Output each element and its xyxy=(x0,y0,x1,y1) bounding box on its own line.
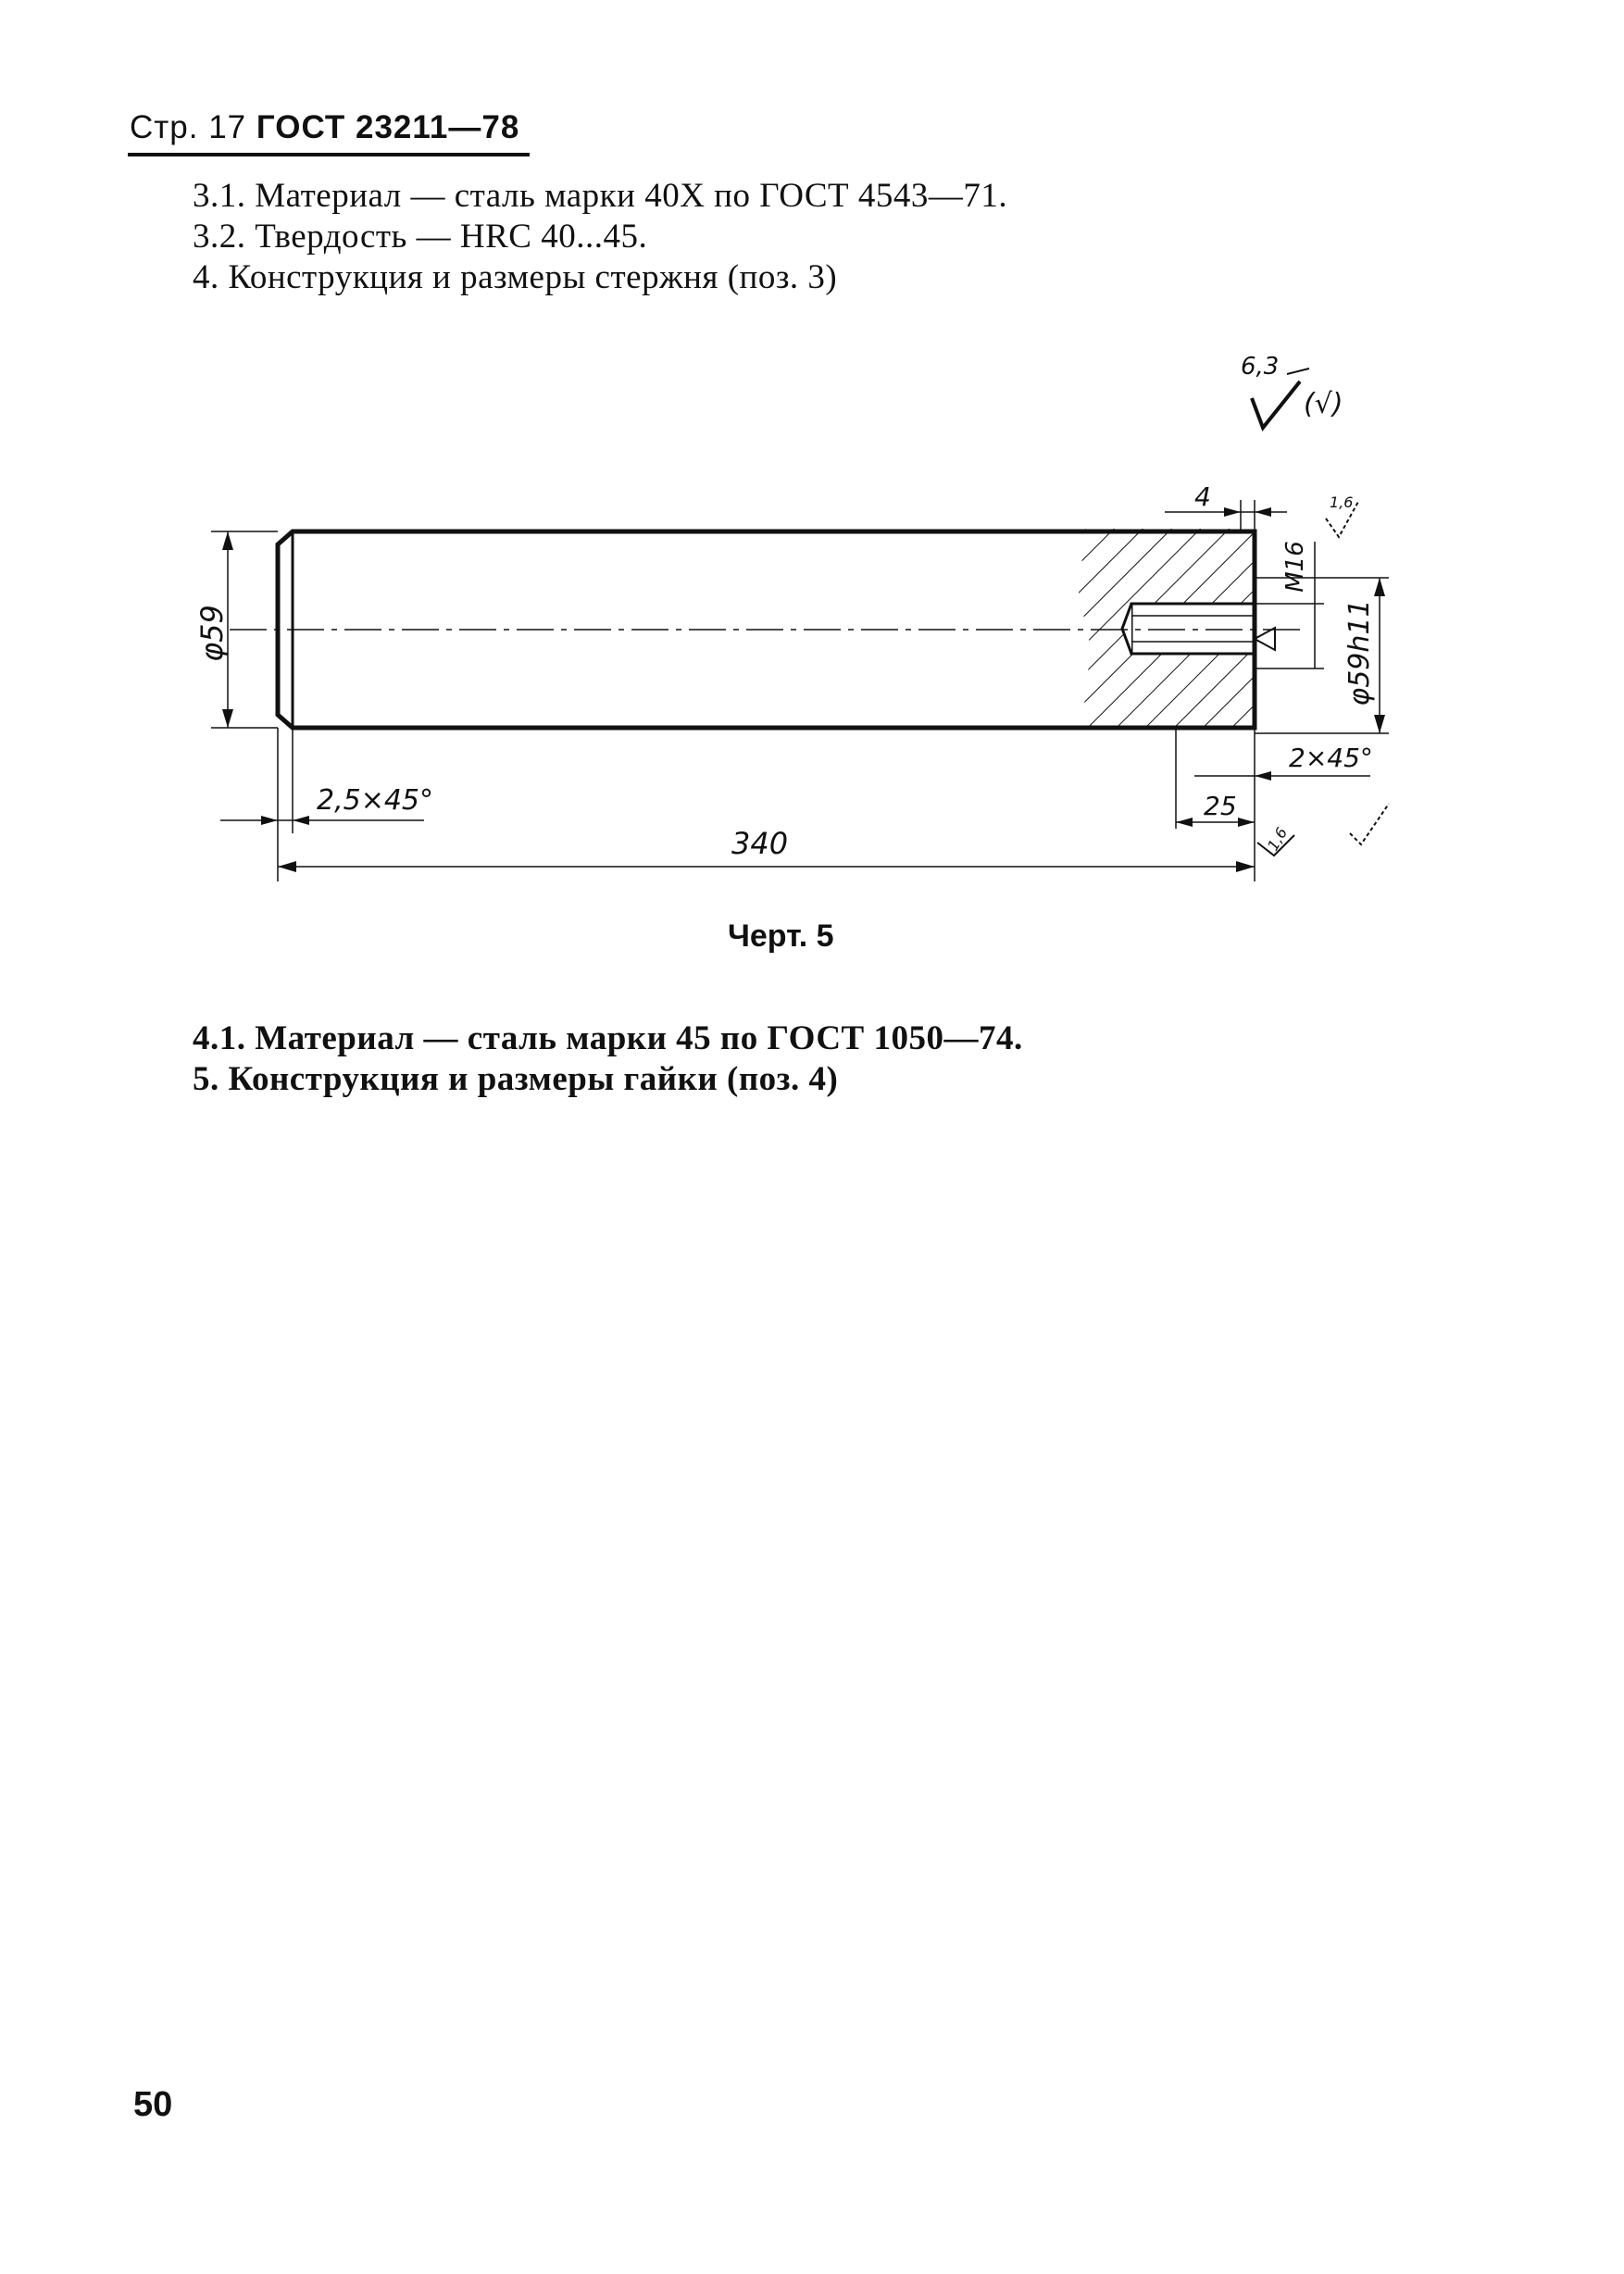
clause-3-1: 3.1. Материал — сталь марки 40X по ГОСТ 4543—71. xyxy=(193,177,1008,215)
dim-diameter-right: φ59h11 xyxy=(1343,599,1376,706)
threaded-hole xyxy=(1131,604,1255,654)
clause-3-2: 3.2. Твердость — HRC 40...45. xyxy=(193,218,648,256)
header-page-ref: Стр. 17 xyxy=(130,109,247,145)
svg-text:1,6: 1,6 xyxy=(1264,824,1292,854)
header-standard: ГОСТ 23211—78 xyxy=(256,109,520,145)
dim-chamfer-right: 2×45° xyxy=(1289,743,1373,773)
roughness-mark-end xyxy=(1257,824,1294,856)
roughness-mark-lower xyxy=(1350,804,1389,844)
dim-depth: 25 xyxy=(1204,791,1237,821)
page-number: 50 xyxy=(133,2085,173,2124)
dim-step: 4 xyxy=(1194,481,1211,512)
dim-chamfer-left: 2,5×45° xyxy=(317,784,434,817)
clause-4-1: 4.1. Материал — сталь марки 45 по ГОСТ 1050—74. xyxy=(193,1019,1023,1057)
roughness-symbol-main xyxy=(1241,353,1343,428)
dim-length: 340 xyxy=(731,826,789,861)
figure-caption: Черт. 5 xyxy=(728,918,834,954)
svg-text:6,3: 6,3 xyxy=(1241,353,1280,381)
dim-diameter-left: φ59 xyxy=(194,605,230,662)
svg-text:(√): (√) xyxy=(1304,388,1343,420)
clause-4: 4. Конструкция и размеры стержня (поз. 3) xyxy=(193,258,838,296)
clause-5: 5. Конструкция и размеры гайки (поз. 4) xyxy=(193,1060,839,1098)
roughness-mark-small xyxy=(1326,494,1359,537)
dim-thread: M16 xyxy=(1281,541,1309,593)
svg-text:1,6: 1,6 xyxy=(1330,494,1354,511)
rod-drawing xyxy=(0,0,1624,926)
